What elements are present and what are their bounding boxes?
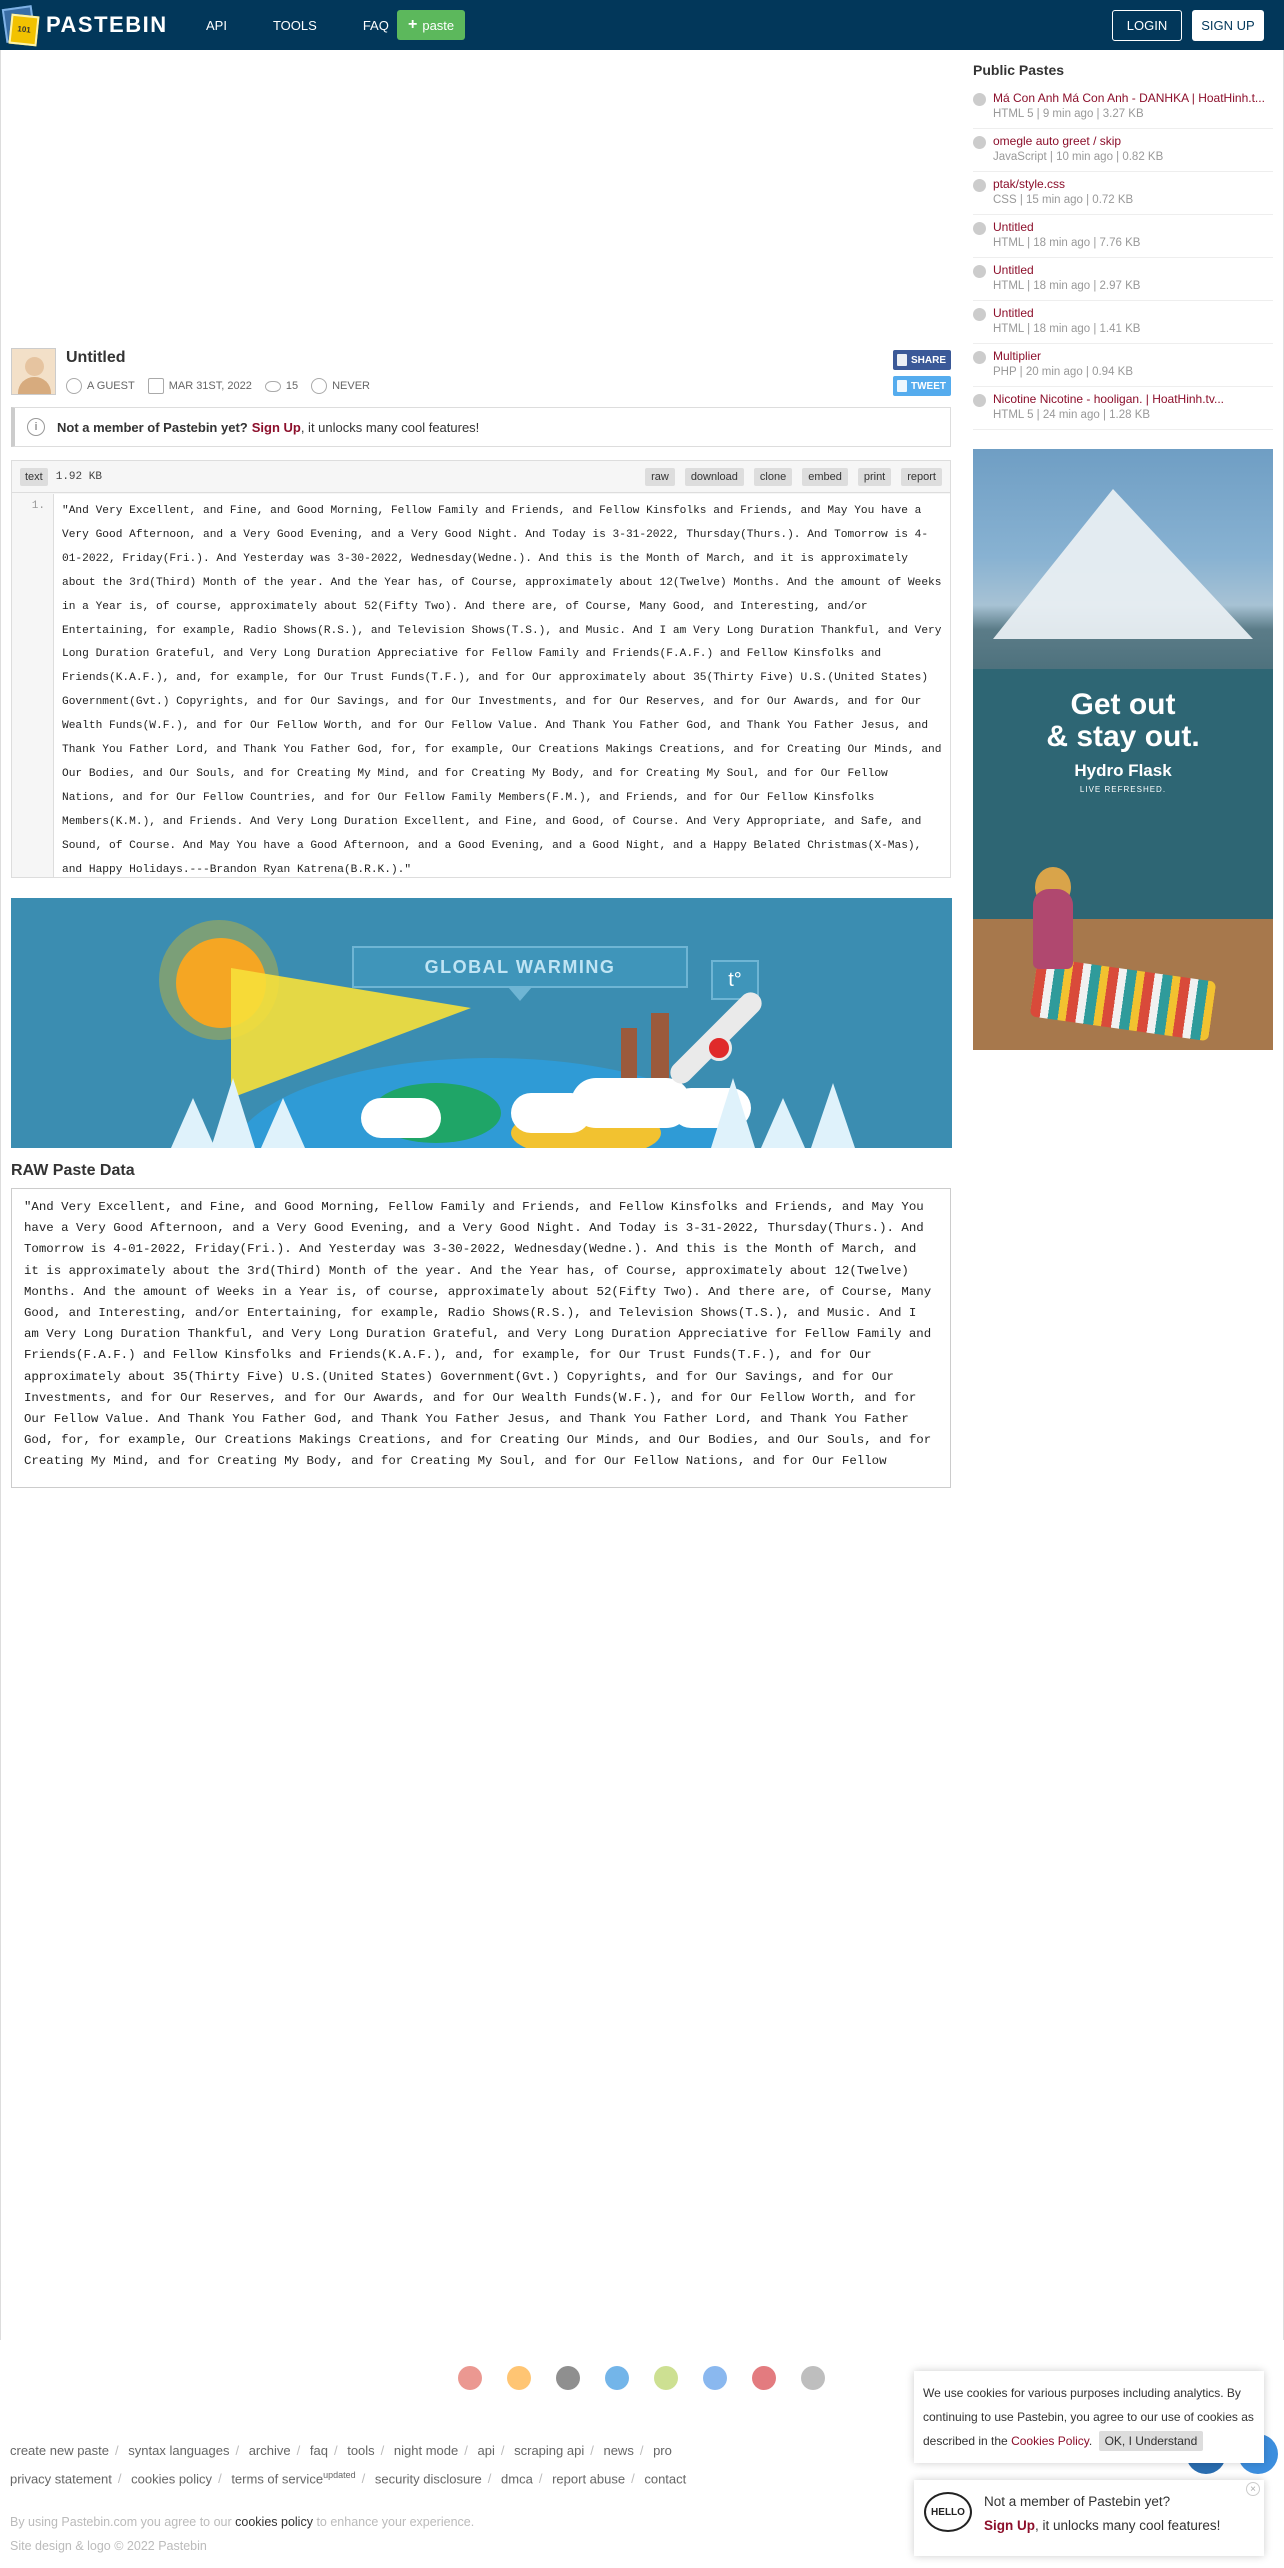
- public-paste-link[interactable]: Untitled: [993, 263, 1034, 277]
- public-paste-link[interactable]: Nicotine Nicotine - hooligan. | HoatHinh.tv...: [993, 392, 1225, 406]
- public-paste-link[interactable]: Untitled: [993, 306, 1034, 320]
- footer-link-pro[interactable]: pro: [653, 2443, 672, 2458]
- nav-api[interactable]: API: [206, 17, 227, 33]
- public-paste-meta: HTML | 18 min ago | 1.41 KB: [993, 323, 1141, 335]
- chrome-icon[interactable]: [458, 2366, 482, 2390]
- paste-size: 1.92 KB: [55, 470, 102, 483]
- paste-meta: [66, 376, 383, 396]
- code-body: [12, 494, 950, 877]
- footer-link-privacy[interactable]: privacy statement: [10, 2471, 112, 2487]
- signup-popup: [914, 2480, 1264, 2556]
- paste-date: MAR 31ST, 2022: [168, 380, 252, 392]
- global-warming-banner[interactable]: [11, 898, 952, 1148]
- public-paste-link[interactable]: omegle auto greet / skip: [993, 134, 1122, 148]
- raw-paste-text[interactable]: "And Very Excellent, and Fine, and Good Morning, Fellow Family and Friends, and Fellow Kinsfolks and Friends, and May You have a Very Good Afternoon, and a Very Good Evening, and a Very Good Night. And Today is 3-31-2022, Thursday(Thurs.). And Tomorrow is 4-01-2022, Friday(Fri.). And Yesterday was 3-30-2022, Wednesday(Wedne.). And this is the Month of March, and it is approximately about the 3rd(Third) Month of the year. And the Year has, of Course, approximately about 12(Twelve) Months. And the amount of Weeks in a Year is, of course, approximately about 52(Fifty Two). And there are, of Course, Many Good, and Interesting, and/or Entertaining, for example, Radio Shows(R.S.), and Television Shows(T.S.), and Music. And I am Very Long Duration Thankful, and Very Long Duration Grateful, and Very Long Duration Appreciative for Fellow Family and Friends(F.A.F.) and Fellow Kinsfolks and Friends(K.A.F.), and, for example, for Our Trust Funds(T.F.), and for Our approximately about 35(Thirty Five) U.S.(United States) Government(Gvt.) Copyrights, and for Our Savings, and for Our Investments, and for Our Reserves, and for Our Awards, and for Our Wealth Funds(W.F.), and for Our Fellow Worth, and for Our Fellow Value. And Thank You Father God, and Thank You Father Jesus, and Thank You Father Lord, and Thank You Father God, for, for example, Our Creations Makings Creations, and for Creating Our Minds, and Our Bodies, and Our Souls, and for Creating My Mind, and for Creating My Body, and for Creating My Soul, and for Our Fellow Nations, and for Our Fellow: [24, 1200, 932, 1469]
- public-pastes-list: [973, 86, 1273, 430]
- paste-tools: [635, 468, 942, 486]
- public-paste-meta: HTML | 18 min ago | 2.97 KB: [993, 280, 1141, 292]
- globe-icon: [973, 265, 986, 278]
- public-paste-link[interactable]: ptak/style.css: [993, 177, 1066, 191]
- footer-link-create[interactable]: create new paste: [10, 2443, 110, 2458]
- new-paste-label: paste: [422, 17, 455, 33]
- signup-popup-rest: , it unlocks many cool features!: [1035, 2518, 1221, 2533]
- facebook-icon: [897, 354, 907, 366]
- tweet-label: TWEET: [911, 380, 946, 392]
- top-header: [0, 0, 1284, 50]
- raw-paste-textarea[interactable]: [11, 1188, 951, 1488]
- embed-button[interactable]: embed: [802, 468, 848, 486]
- footer-link-tools[interactable]: tools: [347, 2443, 375, 2458]
- footer-link-faq[interactable]: faq: [309, 2443, 328, 2458]
- footer-link-security[interactable]: security disclosure: [374, 2471, 482, 2487]
- download-button[interactable]: download: [685, 468, 744, 486]
- print-button[interactable]: print: [858, 468, 891, 486]
- globe-icon: [973, 136, 986, 149]
- line-number: 1.: [12, 494, 54, 877]
- login-button[interactable]: LOGIN: [1112, 10, 1182, 41]
- linux-icon[interactable]: [801, 2366, 825, 2390]
- guest-avatar: [11, 348, 56, 395]
- footer-link-archive[interactable]: archive: [248, 2443, 291, 2458]
- notice-signup-link[interactable]: Sign Up: [251, 419, 301, 435]
- globe-icon: [973, 308, 986, 321]
- list-item[interactable]: [973, 215, 1273, 258]
- report-button[interactable]: report: [901, 468, 942, 486]
- footer-link-night-mode[interactable]: night mode: [393, 2443, 459, 2458]
- notice-bold: Not a member of Pastebin yet?: [57, 419, 248, 435]
- plus-icon: +: [408, 16, 418, 33]
- footer-link-syntax[interactable]: syntax languages: [128, 2443, 230, 2458]
- signup-popup-link[interactable]: Sign Up: [984, 2518, 1035, 2533]
- nav-tools[interactable]: TOOLS: [272, 17, 317, 33]
- cookie-text: We use cookies for various purposes including analytics. By continuing to use Pastebin, you agree to our use of cookies as described in the: [923, 2386, 1254, 2448]
- cookie-consent-popup: We use cookies for various purposes including analytics. By continuing to use Pastebin, you agree to our use of cookies as described in the Cookies Policy. OK, I Understand: [914, 2371, 1264, 2463]
- globe-icon: [973, 222, 986, 235]
- footer-link-dmca[interactable]: dmca: [501, 2471, 533, 2487]
- firefox-icon[interactable]: [507, 2366, 531, 2390]
- footer-link-scraping-api[interactable]: scraping api: [514, 2443, 585, 2458]
- twitter-icon: [897, 380, 907, 392]
- brand-name: PASTEBIN: [46, 12, 168, 37]
- public-paste-meta: JavaScript | 10 min ago | 0.82 KB: [993, 151, 1164, 163]
- cookies-policy-link[interactable]: Cookies Policy: [1011, 2434, 1089, 2448]
- android-icon[interactable]: [654, 2366, 678, 2390]
- list-item[interactable]: [973, 258, 1273, 301]
- list-item[interactable]: [973, 301, 1273, 344]
- new-paste-button[interactable]: [397, 10, 465, 40]
- twitter-tweet-button[interactable]: [893, 376, 951, 396]
- footer-link-cookies[interactable]: cookies policy: [131, 2471, 213, 2487]
- public-pastes-title: Public Pastes: [973, 62, 1065, 78]
- signup-button[interactable]: SIGN UP: [1192, 10, 1264, 41]
- globe-icon: [973, 351, 986, 364]
- public-paste-meta: PHP | 20 min ago | 0.94 KB: [993, 366, 1134, 378]
- ad-brand: Hydro Flask: [1074, 761, 1172, 780]
- footer-link-api[interactable]: api: [477, 2443, 495, 2458]
- list-item[interactable]: [973, 387, 1273, 430]
- list-item[interactable]: [973, 86, 1273, 129]
- signup-notice: [11, 407, 951, 447]
- ios-icon[interactable]: [556, 2366, 580, 2390]
- thermometer-label: t°: [711, 960, 759, 1000]
- pastebin-logo[interactable]: [0, 0, 168, 50]
- hello-bubble-icon: HELLO: [924, 2492, 972, 2532]
- footer-note: By using Pastebin.com you agree to our cookies policy to enhance your experience. Site design & logo © 2022 Pastebin: [10, 2510, 474, 2558]
- footer-cookies-policy-link[interactable]: cookies policy: [235, 2515, 313, 2529]
- code-toolbar: [12, 461, 950, 493]
- signup-popup-text: Not a member of Pastebin yet?: [984, 2494, 1171, 2509]
- public-paste-link[interactable]: Má Con Anh Má Con Anh - DANHKA | HoatHinh.t...: [993, 91, 1265, 105]
- public-paste-meta: HTML 5 | 24 min ago | 1.28 KB: [993, 409, 1151, 421]
- eye-icon: [265, 381, 281, 392]
- paste-code-box: [11, 460, 951, 878]
- close-icon[interactable]: ×: [1246, 2482, 1260, 2496]
- public-paste-meta: HTML 5 | 9 min ago | 3.27 KB: [993, 108, 1144, 120]
- paste-title: Untitled: [66, 349, 126, 366]
- footer-link-news[interactable]: news: [603, 2443, 634, 2458]
- paste-views: 15: [285, 380, 299, 392]
- nav-faq[interactable]: FAQ: [362, 17, 389, 33]
- ad-tagline: LIVE REFRESHED.: [1079, 785, 1167, 794]
- globe-icon: [973, 394, 986, 407]
- globe-icon: [973, 179, 986, 192]
- share-label: SHARE: [911, 354, 947, 366]
- info-icon: i: [27, 418, 45, 436]
- globe-icon: [973, 93, 986, 106]
- syntax-tag[interactable]: text: [20, 468, 48, 486]
- windows-icon[interactable]: [605, 2366, 629, 2390]
- opera-icon[interactable]: [752, 2366, 776, 2390]
- footer-links: create new paste / syntax languages / archive / faq / tools / night mode / api / scraping api / news / pro privacy statement / cookies policy / terms of service$^{updated}$ / security disclosure / dmca / report abuse / contact: [10, 2443, 687, 2487]
- user-icon: [66, 378, 82, 394]
- browser-extensions: [458, 2366, 850, 2390]
- facebook-share-button[interactable]: [893, 350, 951, 370]
- raw-button[interactable]: raw: [645, 468, 675, 486]
- tos-updated-badge: updated: [323, 2470, 356, 2480]
- macos-icon[interactable]: [703, 2366, 727, 2390]
- banner-sign: GLOBAL WARMING: [352, 946, 688, 988]
- hydro-flask-ad[interactable]: [973, 449, 1273, 1050]
- public-paste-link[interactable]: Untitled: [993, 220, 1034, 234]
- pastebin-logo-icon: 101: [4, 3, 40, 47]
- cookie-ok-button[interactable]: OK, I Understand: [1099, 2431, 1204, 2451]
- clone-button[interactable]: clone: [754, 468, 792, 486]
- code-text[interactable]: "And Very Excellent, and Fine, and Good Morning, Fellow Family and Friends, and Fellow Kinsfolks and Friends, and May You have a Very Good Afternoon, and a Very Good Evening, and a Very Good Night. And Today is 3-31-2022, Thursday(Thurs.). And Tomorrow is 4-01-2022, Friday(Fri.). And Yesterday was 3-30-2022, Wednesday(Wedne.). And this is the Month of March, and it is approximately about the 3rd(Third) Month of the year. And the Year has, of Course, approximately about 12(Twelve) Months. And the amount of Weeks in a Year is, of course, approximately about 52(Fifty Two). And there are, of Course, Many Good, and Interesting, and/or Entertaining, for example, Radio Shows(R.S.), and Television Shows(T.S.), and Music. And I am Very Long Duration Thankful, and Very Long Duration Grateful, and Very Long Duration Appreciative for Fellow Family and Friends(F.A.F.) and Fellow Kinsfolks and Friends(K.A.F.), and, for example, for Our Trust Funds(T.F.), and for Our approximately about 35(Thirty Five) U.S.(United States) Government(Gvt.) Copyrights, and for Our Savings, and for Our Investments, and for Our Reserves, and for Our Awards, and for Our Wealth Funds(W.F.), and for Our Fellow Worth, and for Our Fellow Value. And Thank You Father God, and Thank You Father Jesus, and Thank You Father Lord, and Thank You Father God, for, for example, Our Creations Makings Creations, and for Creating Our Minds, and Our Bodies, and Our Souls, and for Creating My Mind, and for Creating My Body, and for Creating My Soul, and for Our Fellow Nations, and for Our Fellow Countries, and for Our Fellow Family Members(F.M.), and Friends, and for Our Fellow Kinsfolks Members(K.M.), and Friends. And Very Long Duration Excellent, and Fine, and Good, of Course. And Very Appropriate, and Safe, and Sound, of Course. And May You have a Good Afternoon, and a Good Evening, and a Good Night, and a Happy Belated Christmas(X-Mas), and Happy Holidays.---Brandon Ryan Katrena(B.R.K.).": [62, 505, 942, 876]
- list-item[interactable]: [973, 129, 1273, 172]
- copyright: Site design & logo © 2022 Pastebin: [10, 2539, 207, 2553]
- public-paste-meta: CSS | 15 min ago | 0.72 KB: [993, 194, 1134, 206]
- ad-headline: Get out & stay out.: [1046, 688, 1200, 753]
- footer-link-report-abuse[interactable]: report abuse: [552, 2471, 626, 2487]
- expire-icon: [311, 378, 327, 394]
- paste-expires: NEVER: [332, 380, 370, 392]
- public-paste-meta: HTML | 18 min ago | 7.76 KB: [993, 237, 1141, 249]
- paste-author[interactable]: A GUEST: [87, 380, 135, 392]
- calendar-icon: [148, 378, 164, 394]
- list-item[interactable]: [973, 172, 1273, 215]
- footer-link-contact[interactable]: contact: [644, 2471, 687, 2487]
- raw-paste-title: RAW Paste Data: [11, 1162, 135, 1179]
- list-item[interactable]: [973, 344, 1273, 387]
- footer-link-tos[interactable]: terms of service: [231, 2471, 324, 2487]
- public-paste-link[interactable]: Multiplier: [993, 349, 1042, 363]
- notice-rest: , it unlocks many cool features!: [300, 419, 480, 435]
